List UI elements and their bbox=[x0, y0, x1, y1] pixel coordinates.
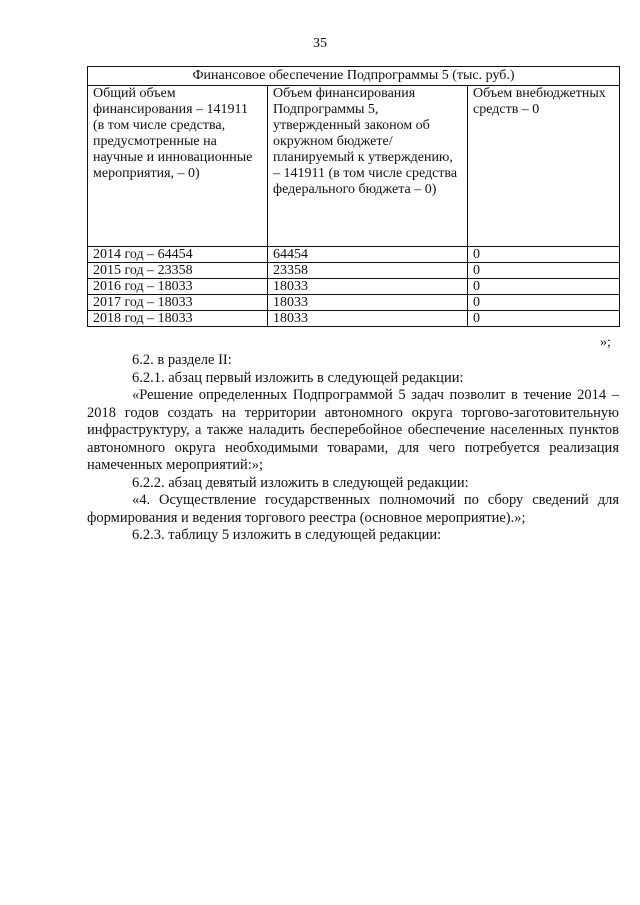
table-cell-extrabudget: 0 bbox=[468, 295, 620, 311]
table-cell-budget: 18033 bbox=[268, 279, 468, 295]
table-title-row bbox=[88, 67, 620, 86]
table-cell-budget: 23358 bbox=[268, 263, 468, 279]
table-cell-year: 2018 год – 18033 bbox=[88, 311, 268, 327]
closing-quote-mark: »; bbox=[600, 335, 611, 350]
table-cell-extrabudget: 0 bbox=[468, 247, 620, 263]
table-cell-extrabudget: 0 bbox=[468, 263, 620, 279]
table-cell-year: 2017 год – 18033 bbox=[88, 295, 268, 311]
header-budget-financing: Объем финансирования Подпрограммы 5, утвержденный законом об окружном бюджете/ планируемый к утверждению, – 141911 (в том числе средства федерального бюджета – 0) bbox=[268, 86, 468, 247]
table-title: Финансовое обеспечение Подпрограммы 5 (тыс. руб.) bbox=[88, 67, 620, 86]
table-cell-year: 2014 год – 64454 bbox=[88, 247, 268, 263]
paragraph: 6.2.3. таблицу 5 изложить в следующей редакции: bbox=[132, 527, 442, 543]
body-text bbox=[87, 352, 619, 545]
table-row bbox=[88, 279, 620, 295]
header-extrabudgetary: Объем внебюджетных средств – 0 bbox=[468, 86, 620, 247]
table-cell-budget: 18033 bbox=[268, 295, 468, 311]
financing-table bbox=[87, 66, 620, 327]
table-cell-extrabudget: 0 bbox=[468, 311, 620, 327]
table-cell-year: 2016 год – 18033 bbox=[88, 279, 268, 295]
table-cell-year: 2015 год – 23358 bbox=[88, 263, 268, 279]
table-row bbox=[88, 311, 620, 327]
paragraph: 6.2.2. абзац девятый изложить в следующей редакции: bbox=[132, 474, 469, 491]
paragraph: «4. Осуществление государственных полномочий по сбору сведений для формирования и ведения торгового реестра (основное мероприятие).»; bbox=[87, 492, 619, 526]
table-row bbox=[88, 295, 620, 311]
paragraph: «Решение определенных Подпрограммой 5 задач позволит в течение 2014 – 2018 годов создать на территории автономного округа торгово-заготовительную инфраструктуру, а также наладить бесперебойное обеспечение населенных пунктов автономного округа необходимыми товарами, для чего потребуется реализация намеченных мероприятий:»; bbox=[87, 387, 619, 473]
table-row bbox=[88, 263, 620, 279]
paragraph: 6.2. в разделе II: bbox=[132, 352, 232, 368]
paragraph: 6.2.1. абзац первый изложить в следующей редакции: bbox=[132, 369, 464, 386]
table-cell-extrabudget: 0 bbox=[468, 279, 620, 295]
table-row bbox=[88, 247, 620, 263]
table-cell-budget: 18033 bbox=[268, 311, 468, 327]
table-cell-budget: 64454 bbox=[268, 247, 468, 263]
page-number: 35 bbox=[313, 36, 327, 51]
table-header-row bbox=[88, 86, 620, 247]
header-total-financing: Общий объем финансирования – 141911 (в том числе средства, предусмотренные на научные и инновационные мероприятия, – 0) bbox=[88, 86, 268, 247]
